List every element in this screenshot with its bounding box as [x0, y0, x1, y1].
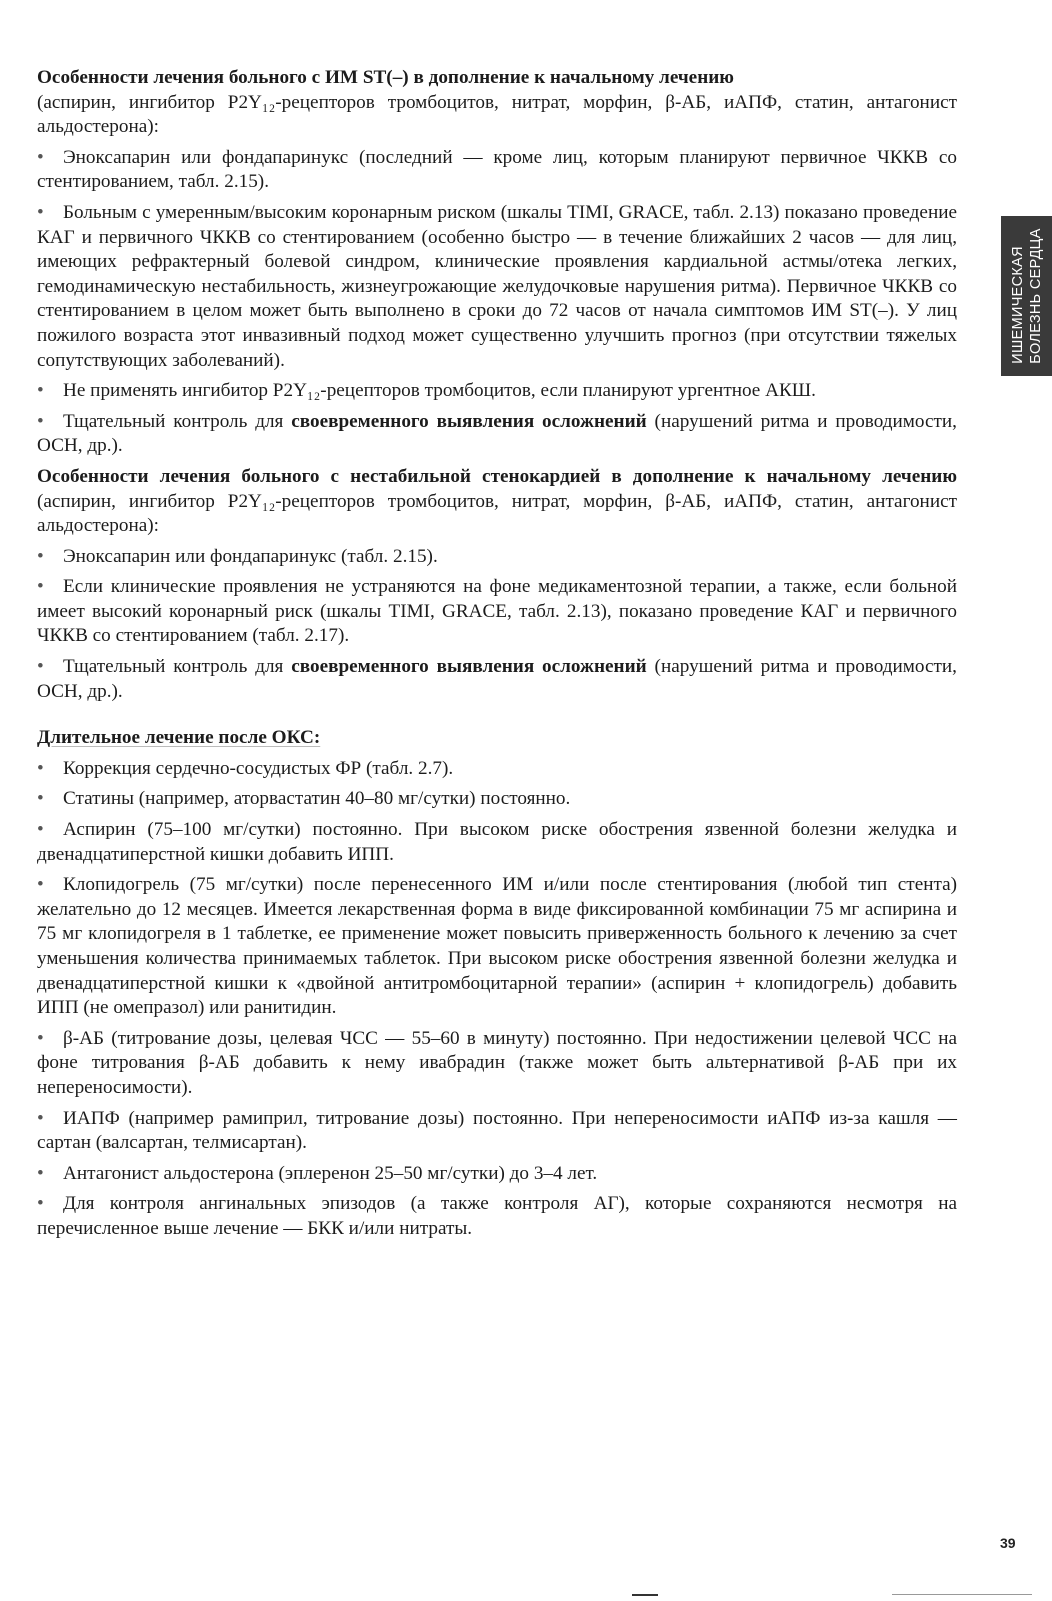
bullet-icon: • — [37, 1193, 44, 1215]
footer-rule — [892, 1594, 1032, 1595]
bullet-icon: • — [37, 146, 44, 168]
list-item: • Для контроля ангинальных эпизодов (а также контроля АГ), которые сохраняются несмотря на перечисленное выше лечение — БКК и/или нитраты. — [37, 1193, 957, 1239]
bullet-icon: • — [37, 656, 44, 678]
section-spacer — [37, 710, 957, 726]
bullet-icon: • — [37, 410, 44, 432]
page-body — [37, 66, 957, 1248]
bullet-icon: • — [37, 874, 44, 896]
list-item: • Статины (например, аторвастатин 40–80 мг/сутки) постоянно. — [37, 787, 957, 812]
bullet-icon: • — [37, 757, 44, 779]
chapter-side-tab — [1001, 216, 1052, 376]
list-item: • Клопидогрель (75 мг/сутки) после перенесенного ИМ и/или после стентирования (любой тип стента) желательно до 12 месяцев. Имеется лекарственная форма в виде фиксированной комбинации 75 мг аспирина и 75 мг клопидогреля в 1 таблетке, ее применение может повысить приверженность больного к лечению за счет уменьшения количества принимаемых таблеток. При высоком риске обострения язвенной болезни желудка и двенадцатиперстной кишки к «двойной антитромбоцитарной терапии» (аспирин + клопидогрель) добавить ИПП (не омепразол) или ранитидин. — [37, 874, 957, 1019]
list-item: • Эноксапарин или фондапаринукс (табл. 2.15). — [37, 545, 957, 570]
section-heading-bold: Особенности лечения больного с нестабильной стенокардией в дополнение к начальному лечению — [37, 465, 957, 487]
section-heading-long-term: Длительное лечение после ОКС: — [37, 727, 321, 749]
list-item: • Если клинические проявления не устраняются на фоне медикаментозной терапии, а также, если больной имеет высокий коронарный риск (шкалы TIMI, GRACE, табл. 2.13), показано проведение КАГ и первичного ЧККВ со стентированием (табл. 2.17). — [37, 576, 957, 647]
bullet-icon: • — [37, 201, 44, 223]
bullet-icon: • — [37, 1107, 44, 1129]
page-number: 39 — [1000, 1535, 1016, 1551]
list-item: • Коррекция сердечно-сосудистых ФР (табл. 2.7). — [37, 757, 957, 782]
bullet-icon: • — [37, 819, 44, 841]
list-item: • Антагонист альдостерона (эплеренон 25–50 мг/сутки) до 3–4 лет. — [37, 1162, 957, 1187]
section-heading-unstable-angina — [37, 465, 957, 539]
list-item: • Больным с умеренным/высоким коронарным риском (шкалы TIMI, GRACE, табл. 2.13) показано проведение КАГ и первичного ЧККВ со стентированием (особенно быстро — в течение ближайших 2 часов — для лиц, имеющих рефрактерный болевой синдром, клинические проявления кардиальной астмы/отека легких, гемодинамическую нестабильность, жизнеугрожающие желудочковые нарушения ритма). Первичное ЧККВ со стентированием в целом может быть выполнено в сроки до 72 часов от начала симптомов ИМ ST(–). У лиц пожилого возраста этот инвазивный подход может существенно улучшить прогноз (при отсутствии тяжелых сопутствующих заболеваний). — [37, 201, 957, 371]
footer-rule — [632, 1594, 658, 1596]
list-item: • Не применять ингибитор P2Y₁₂-рецепторов тромбоцитов, если планируют ургентное АКШ. — [37, 379, 957, 404]
list-item: • Аспирин (75–100 мг/сутки) постоянно. При высоком риске обострения язвенной болезни желудка и двенадцатиперстной кишки добавить ИПП. — [37, 819, 957, 865]
list-item: • Эноксапарин или фондапаринукс (последний — кроме лиц, которым планируют первичное ЧККВ со стентированием, табл. 2.15). — [37, 146, 957, 193]
section-heading-bold: Особенности лечения больного с ИМ ST(–) в дополнение к начальному лечению — [37, 67, 734, 88]
section-heading-text: (аспирин, ингибитор P2Y₁₂-рецепторов тромбоцитов, нитрат, морфин, β-АБ, иАПФ, статин, антагонист альдостерона): — [37, 490, 957, 537]
bullet-icon: • — [37, 1162, 44, 1184]
list-item: • Тщательный контроль для своевременного выявления осложнений (нарушений ритма и проводимости, ОСН, др.). — [37, 656, 957, 702]
bullet-icon: • — [37, 576, 44, 598]
bullet-icon: • — [37, 545, 44, 567]
list-item: • β-АБ (титрование дозы, целевая ЧСС — 55–60 в минуту) постоянно. При недостижении целевой ЧСС на фоне титрования β-АБ добавить к нему ивабрадин (также может быть альтернативой β-АБ при их непереносимости). — [37, 1027, 957, 1098]
bullet-icon: • — [37, 380, 44, 402]
chapter-side-tab-label: ИШЕМИЧЕСКАЯ БОЛЕЗНЬ СЕРДЦА — [1010, 228, 1044, 364]
list-item: • ИАПФ (например рамиприл, титрование дозы) постоянно. При непереносимости иАПФ из-за кашля — сартан (валсартан, телмисартан). — [37, 1107, 957, 1154]
bullet-icon: • — [37, 1027, 44, 1049]
bullet-icon: • — [37, 788, 44, 810]
list-item: • Тщательный контроль для своевременного выявления осложнений (нарушений ритма и проводимости, ОСН, др.). — [37, 410, 957, 457]
section-heading-text: (аспирин, ингибитор P2Y₁₂-рецепторов тромбоцитов, нитрат, морфин, β-АБ, иАПФ, статин, антагонист альдостерона): — [37, 91, 957, 138]
section-heading-mi-st — [37, 66, 957, 140]
